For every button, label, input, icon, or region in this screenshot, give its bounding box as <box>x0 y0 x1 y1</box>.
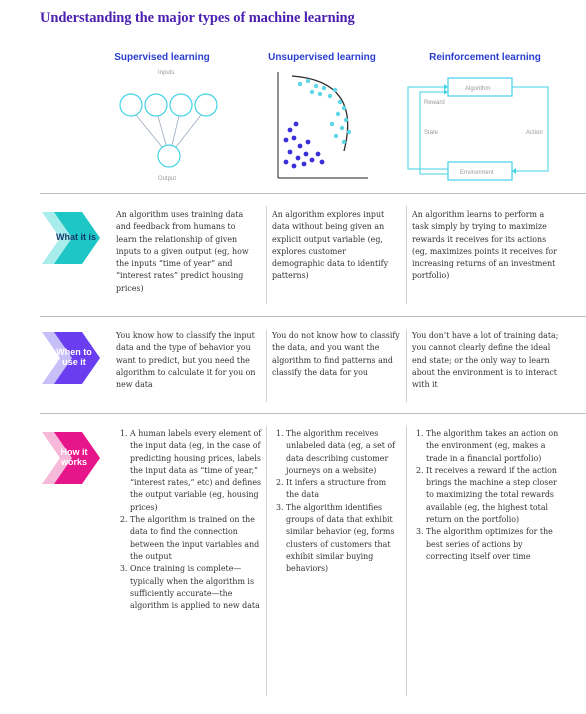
column-separator <box>406 330 407 402</box>
list-item: 2. The algorithm is trained on the data to find the connection between the input variables and the output <box>130 514 262 563</box>
divider <box>40 193 586 194</box>
row-badge-what-it-is <box>40 212 102 264</box>
environment-label: Environment <box>460 170 494 176</box>
how-it-works-supervised <box>116 428 262 612</box>
how-it-works-unsupervised <box>272 428 400 576</box>
column-separator <box>406 426 407 696</box>
page-title: Understanding the major types of machine learning <box>40 10 355 26</box>
divider <box>40 316 586 317</box>
badge-label-line2: works <box>60 457 87 467</box>
list-item: 3. The algorithm optimizes for the best series of actions by correcting itself over time <box>426 526 566 563</box>
inputs-label: Inputs <box>158 70 175 76</box>
reinforcement-learning-diagram <box>398 66 558 186</box>
supervised-learning-diagram <box>112 66 222 186</box>
when-to-use-unsupervised: You do not know how to classify the data, and you want the algorithm to find patterns and classify the data for you <box>272 331 400 377</box>
unsupervised-learning-diagram <box>272 66 372 186</box>
action-label: Action <box>526 130 543 136</box>
list-item: 1. A human labels every element of the input data (eg, in the case of predicting housing prices, labels the input data as “time of year,” “interest rates,” etc) and defines the output variable (eg, housing prices) <box>130 428 262 514</box>
list-item: 1. The algorithm takes an action on the environment (eg, makes a trade in a financial portfolio) <box>426 428 566 465</box>
list-item: 2. It receives a reward if the action brings the machine a step closer to maximizing the total rewards available (eg, the highest total return on the portfolio) <box>426 465 566 526</box>
badge-label: What it is <box>56 232 96 242</box>
when-to-use-reinforcement: You don’t have a lot of training data; you cannot clearly define the ideal end state; or the only way to learn about the environment is to interact with it <box>412 331 559 390</box>
algorithm-label: Algorithm <box>465 86 491 92</box>
list-item: 2. It infers a structure from the data <box>286 477 400 502</box>
row-badge-when-to-use-it <box>40 332 102 384</box>
column-heading-supervised: Supervised learning <box>114 52 210 63</box>
input-node <box>145 94 167 116</box>
what-it-is-supervised: An algorithm uses training data and feedback from humans to learn the relationship of given inputs to a given output (eg, how the inputs “time of year” and “interest rates” predict housing prices) <box>116 210 249 293</box>
column-separator <box>266 330 267 402</box>
reward-label: Reward <box>424 100 445 106</box>
badge-label-line1: How it <box>60 447 88 457</box>
badge-label-line2: use it <box>62 357 86 367</box>
list-item: 3. Once training is complete—typically when the algorithm is sufficiently accurate—the algorithm is applied to new data <box>130 563 262 612</box>
state-label: State <box>424 130 439 136</box>
input-node <box>120 94 142 116</box>
column-separator <box>266 426 267 696</box>
what-it-is-unsupervised: An algorithm explores input data without being given an explicit output variable (eg, explores customer demographic data to identify patterns) <box>272 210 389 281</box>
column-separator <box>266 206 267 304</box>
list-item: 1. The algorithm receives unlabeled data (eg, a set of data describing customer journeys on a website) <box>286 428 400 477</box>
when-to-use-supervised: You know how to classify the input data and the type of behavior you want to predict, but you need the algorithm to calculate it for you on new data <box>116 331 256 390</box>
what-it-is-reinforcement: An algorithm learns to perform a task simply by trying to maximize rewards it receives for its actions (eg, maximizes points it receives for increasing returns of an investment portfolio) <box>412 210 557 281</box>
divider <box>40 413 586 414</box>
column-separator <box>406 206 407 304</box>
badge-label-line1: When to <box>56 347 92 357</box>
column-heading-unsupervised: Unsupervised learning <box>268 52 376 63</box>
output-label: Output <box>158 176 177 182</box>
row-badge-how-it-works <box>40 432 102 484</box>
list-item: 3. The algorithm identifies groups of data that exhibit similar behavior (eg, forms clusters of customers that exhibit similar buying behaviors) <box>286 502 400 576</box>
how-it-works-reinforcement <box>412 428 566 563</box>
input-node <box>195 94 217 116</box>
input-node <box>170 94 192 116</box>
output-node <box>158 145 180 167</box>
column-heading-reinforcement: Reinforcement learning <box>429 52 541 63</box>
